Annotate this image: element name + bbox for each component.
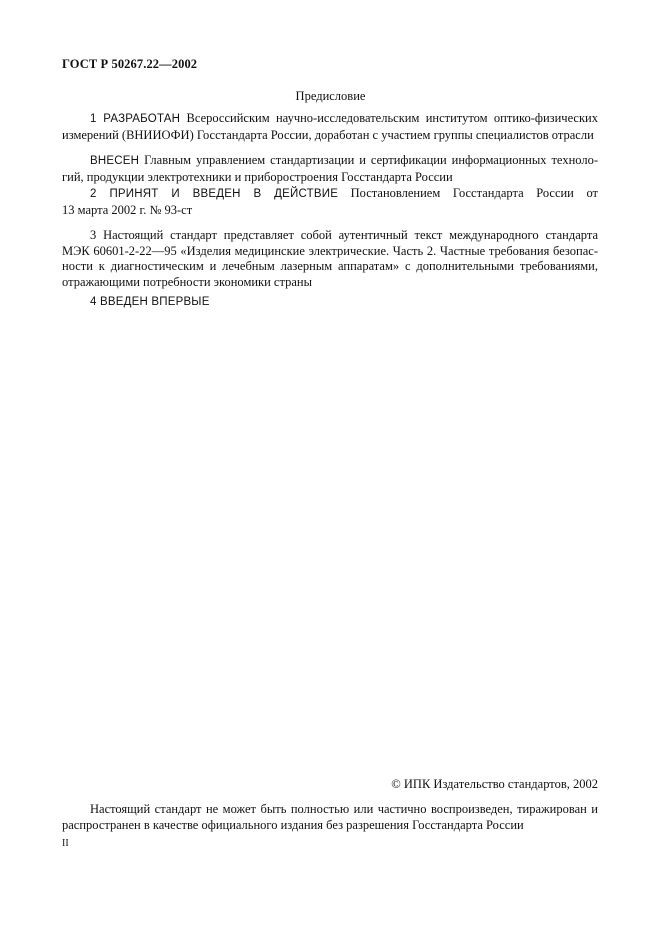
foreword-item-developed: [62, 111, 598, 143]
paragraph-line: отражающими потребности экономики страны: [62, 274, 312, 289]
foreword-item-adopted: [62, 186, 598, 218]
item-label: 2 ПРИНЯТ И ВВЕДЕН В ДЕЙСТВИЕ: [90, 188, 339, 200]
paragraph-line: [62, 294, 598, 311]
paragraph-line: МЭК 60601-2-22—95 «Изделия медицинские электрические. Часть 2. Частные требования безопас-: [62, 243, 598, 258]
paragraph-line: распространен в качестве официального издания без разрешения Госстандарта России: [62, 817, 524, 832]
foreword-title: Предисловие: [295, 89, 366, 103]
item-label: 1 РАЗРАБОТАН: [90, 113, 181, 125]
item-text: Всероссийским научно-исследовательским институтом оптико-физических: [180, 111, 598, 125]
reproduction-notice: [62, 802, 598, 833]
paragraph-line: 13 марта 2002 г. № 93-ст: [62, 202, 193, 217]
paragraph-line: [62, 111, 598, 128]
item-text: Постановлением Госстандарта России от: [338, 186, 598, 200]
standard-code: ГОСТ Р 50267.22—2002: [62, 57, 198, 71]
paragraph-line: гий, продукции электротехники и приборостроения Госстандарта России: [62, 169, 453, 184]
foreword-item-introduced-by: [62, 153, 598, 185]
copyright-line: © ИПК Издательство стандартов, 2002: [391, 777, 598, 791]
paragraph-line: ности к диагностическим и лечебным лазерным аппаратам» с дополнительными требованиями,: [62, 259, 598, 273]
paragraph-line: [62, 186, 598, 203]
paragraph-line: измерений (ВНИИОФИ) Госстандарта России, доработан с участием группы специалистов отрасли: [62, 127, 594, 142]
page-number: II: [62, 838, 69, 849]
paragraph-line: 3 Настоящий стандарт представляет собой аутентичный текст международного стандарта: [90, 228, 598, 242]
foreword-item-authentic-text: [62, 228, 598, 290]
paragraph-line: [62, 153, 598, 170]
item-label: ВНЕСЕН: [90, 155, 140, 167]
paragraph-line: Настоящий стандарт не может быть полностью или частично воспроизведен, тиражирован и: [90, 802, 598, 816]
item-text: Главным управлением стандартизации и сертификации информационных техноло-: [139, 153, 598, 167]
foreword-item-first-introduced: [62, 294, 598, 311]
item-label: 4 ВВЕДЕН ВПЕРВЫЕ: [90, 296, 210, 308]
